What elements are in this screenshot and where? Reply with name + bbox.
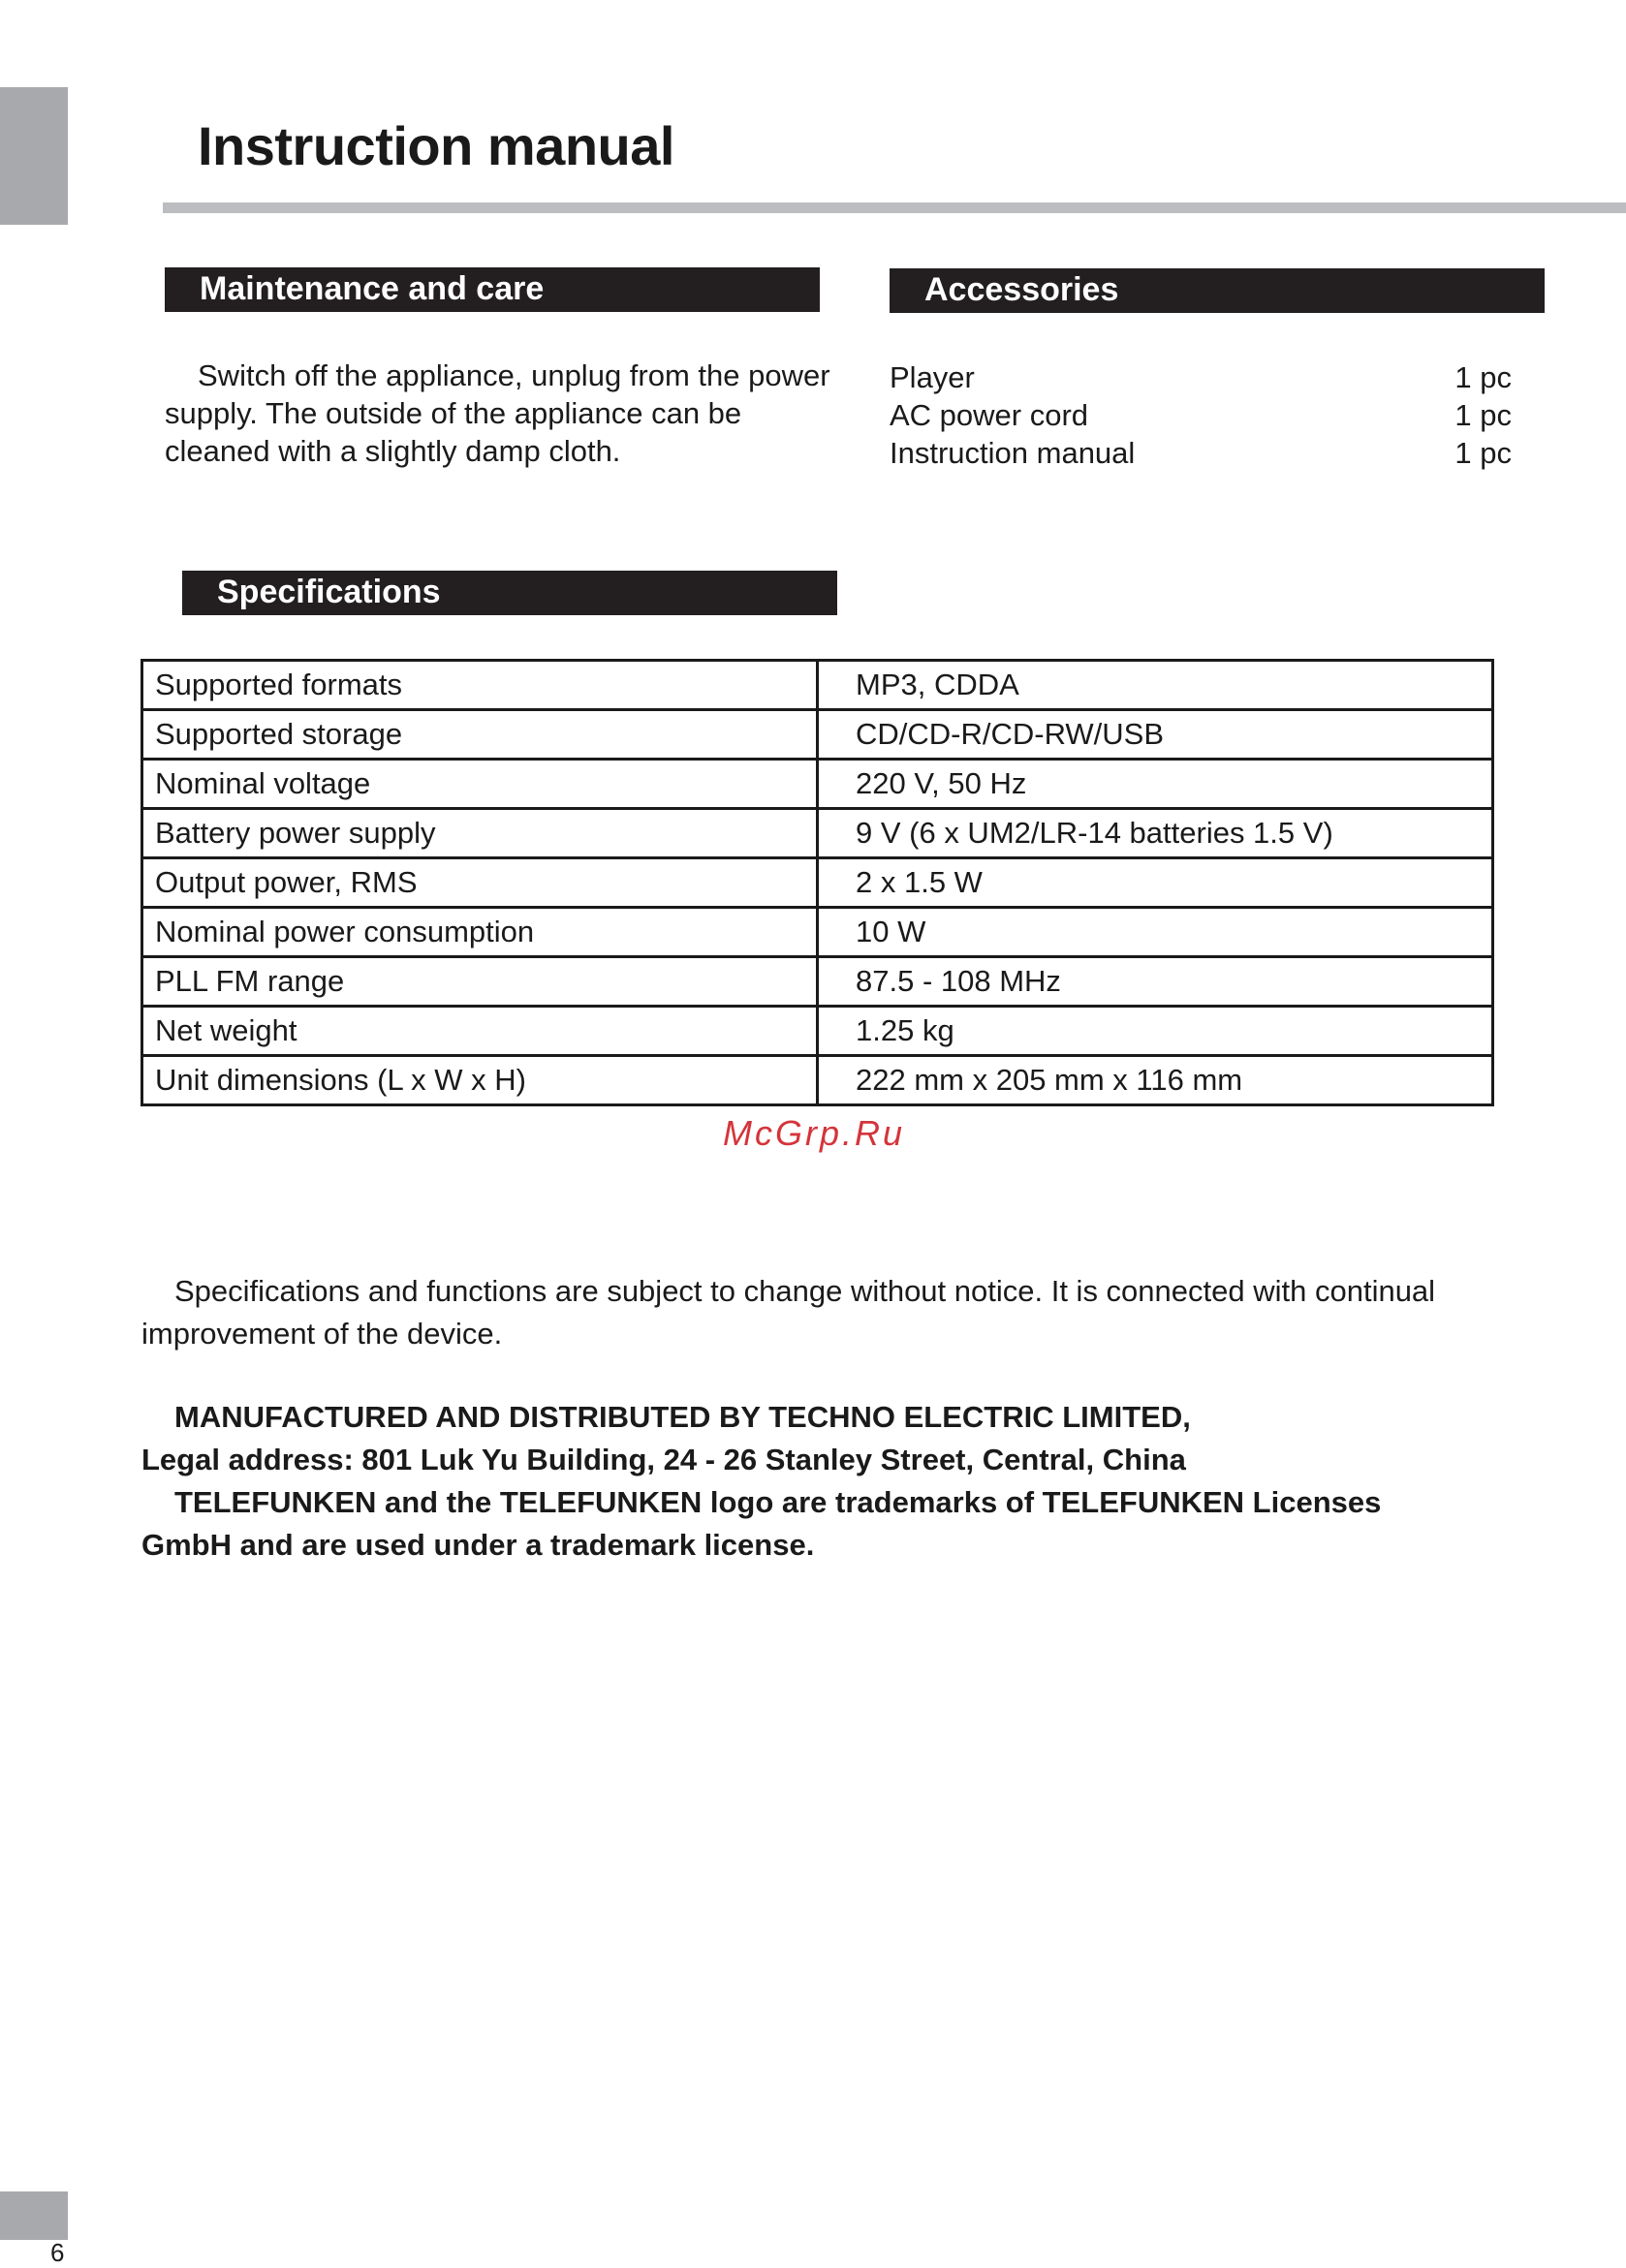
table-row	[142, 858, 1493, 908]
spec-value: 222 mm x 205 mm x 116 mm	[818, 1056, 1493, 1105]
table-row	[142, 957, 1493, 1007]
spec-value: MP3, CDDA	[818, 661, 1493, 710]
spec-label: Battery power supply	[142, 809, 818, 858]
spec-label: Supported storage	[142, 710, 818, 760]
title-divider	[163, 202, 1626, 213]
manufacturer-info	[141, 1396, 1517, 1567]
accessory-qty: 1 pc	[1454, 360, 1512, 394]
table-row	[142, 661, 1493, 710]
accessory-name: Player	[890, 360, 975, 394]
table-row	[142, 760, 1493, 809]
page-number-tab	[0, 2191, 68, 2240]
spec-label: PLL FM range	[142, 957, 818, 1007]
page-title: Instruction manual	[198, 115, 674, 176]
spec-value: 2 x 1.5 W	[818, 858, 1493, 908]
specifications-heading: Specifications	[182, 571, 837, 615]
spec-label: Nominal power consumption	[142, 908, 818, 957]
table-row	[142, 710, 1493, 760]
trademark-line: GmbH and are used under a trademark license.	[141, 1528, 815, 1562]
trademark-line: TELEFUNKEN and the TELEFUNKEN logo are trademarks of TELEFUNKEN Licenses	[174, 1485, 1382, 1519]
maintenance-heading: Maintenance and care	[165, 267, 820, 312]
accessory-name: Instruction manual	[890, 436, 1136, 470]
side-tab-decoration	[0, 87, 68, 225]
spec-label: Net weight	[142, 1007, 818, 1056]
page-number: 6	[50, 2238, 65, 2267]
manufacturer-line: MANUFACTURED AND DISTRIBUTED BY TECHNO ELECTRIC LIMITED,	[174, 1400, 1191, 1434]
spec-label: Supported formats	[142, 661, 818, 710]
spec-label: Output power, RMS	[142, 858, 818, 908]
spec-value: 9 V (6 x UM2/LR-14 batteries 1.5 V)	[818, 809, 1493, 858]
notice-text: Specifications and functions are subject to change without notice. It is connected with continual improvement of the device.	[141, 1274, 1436, 1351]
accessories-list	[890, 358, 1512, 472]
accessories-heading: Accessories	[890, 268, 1545, 313]
maintenance-text: Switch off the appliance, unplug from the power supply. The outside of the appliance can be cleaned with a slightly damp cloth.	[165, 358, 830, 468]
spec-value: CD/CD-R/CD-RW/USB	[818, 710, 1493, 760]
table-row	[142, 1007, 1493, 1056]
table-row	[142, 908, 1493, 957]
watermark: McGrp.Ru	[723, 1113, 906, 1153]
specifications-table	[141, 659, 1494, 1106]
spec-value: 1.25 kg	[818, 1007, 1493, 1056]
accessory-qty: 1 pc	[1454, 398, 1512, 432]
spec-label: Nominal voltage	[142, 760, 818, 809]
accessory-name: AC power cord	[890, 398, 1089, 432]
accessory-item	[890, 434, 1512, 472]
spec-label: Unit dimensions (L x W x H)	[142, 1056, 818, 1105]
spec-value: 87.5 - 108 MHz	[818, 957, 1493, 1007]
accessory-qty: 1 pc	[1454, 436, 1512, 470]
table-row	[142, 809, 1493, 858]
spec-value: 10 W	[818, 908, 1493, 957]
accessory-item	[890, 396, 1512, 434]
legal-address: Legal address: 801 Luk Yu Building, 24 - 26 Stanley Street, Central, China	[141, 1443, 1186, 1476]
spec-value: 220 V, 50 Hz	[818, 760, 1493, 809]
accessory-item	[890, 358, 1512, 396]
table-row	[142, 1056, 1493, 1105]
